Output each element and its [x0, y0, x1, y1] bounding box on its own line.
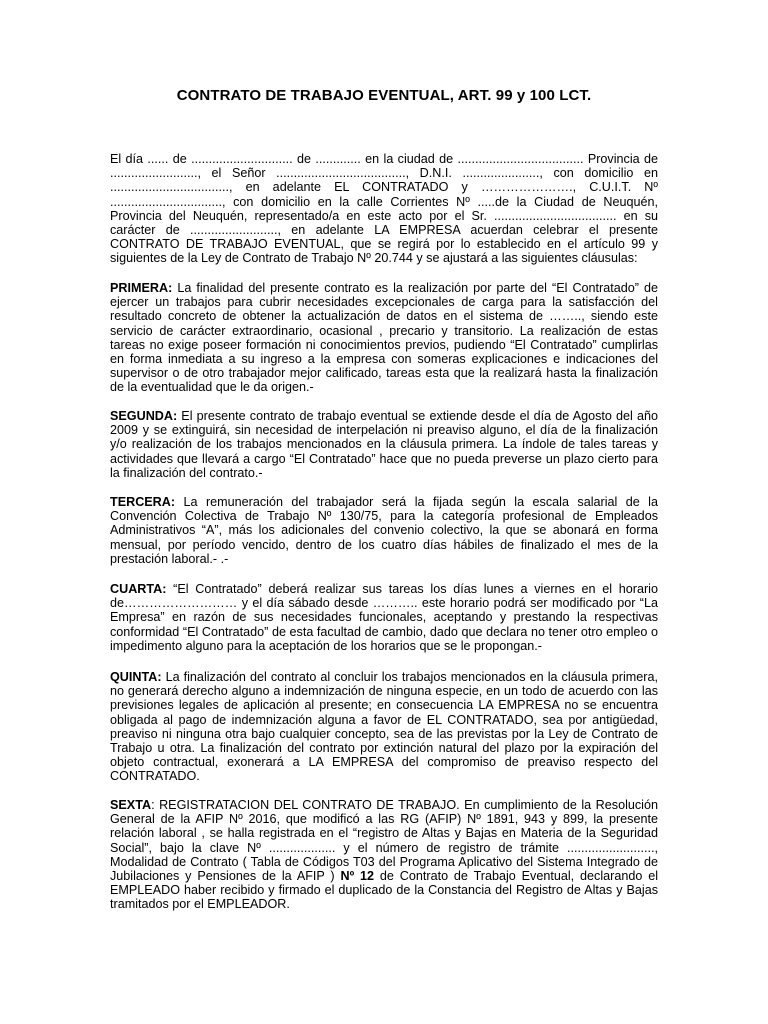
clause-text: La finalización del contrato al concluir los trabajos mencionados en la cláusula primera, no generará derecho alguno a indemnización de ninguna especie, en un todo de acuerdo con las previsiones legales de aplicación al presente; en consecuencia LA EMPRESA no se encuentra obligada al pago de indemnización alguna a favor de EL CONTRATADO, sea por antigüedad, preaviso ni ninguna otra bajo cualquier concepto, sea de las previstas por la Ley de Contrato de Trabajo u otra. La finalización del contrato por extinción natural del plazo por la expiración del objeto contractual, exonerará a LA EMPRESA del compromiso de preaviso respecto del CONTRATADO. — [110, 670, 658, 784]
clause-text: La finalidad del presente contrato es la realización por parte del “El Contratado” de ejercer un trabajos para cubrir necesidades excepcionales de carga para la satisfacción del resultado concreto de obtener la actualización de datos en el sistema de …….., siendo este servicio de carácter extraordinario, ocasional , precario y transitorio. La realización de estas tareas no exige poseer formación ni conocimientos previos, pudiendo “El Contratado” cumplirlas en forma inmediata a su ingreso a la empresa con someras explicaciones e indicaciones del supervisor o de otro trabajador mejor calificado, tareas esta que la realizará hasta la finalización de la eventualidad que le da origen.- — [110, 281, 658, 395]
document-title — [0, 87, 768, 104]
clause-text-after: de Contrato de Trabajo Eventual, declarando el EMPLEADO haber recibido y firmado el duplicado de la Constancia del Registro de Altas y Bajas tramitados por el EMPLEADOR. — [110, 869, 658, 912]
clause-cuarta — [110, 582, 658, 653]
clause-quinta — [110, 670, 658, 784]
clause-text: El presente contrato de trabajo eventual se extiende desde el día de Agosto del año 2009 y se extinguirá, sin necesidad de interpelación ni preaviso alguno, el día de la finalización y/o realización de los trabajos mencionados en la cláusula primera. La índole de tales tareas y actividades que llevará a cargo “El Contratado” hace que no pueda preverse un plazo cierto para la finalización del contrato.- — [110, 409, 658, 480]
clause-label: SEGUNDA: — [110, 409, 178, 423]
document-title-text: CONTRATO DE TRABAJO EVENTUAL, ART. 99 y 100 LCT — [176, 87, 588, 104]
document-title-period: . — [587, 87, 592, 104]
clause-label: SEXTA — [110, 798, 152, 812]
clause-label: PRIMERA: — [110, 281, 173, 295]
clause-sexta — [110, 798, 658, 912]
clause-bold-number: Nº 12 — [340, 869, 375, 884]
clause-text: La remuneración del trabajador será la fijada según la escala salarial de la Convención Colectiva de Trabajo Nº 130/75, para la categoría profesional de Empleados Administrativos “A”, más los adicionales del convenio colectivo, la que se abonará en forma mensual, por período vencido, dentro de los cuatro días hábiles de finalizado el mes de la prestación laboral.- .- — [110, 495, 658, 566]
clause-text-before: : REGISTRATACION DEL CONTRATO DE TRABAJO. En cumplimiento de la Resolución General de la AFIP Nº 2016, que modificó a las RG (AFIP) Nº 1891, 943 y 899, la presente relación laboral , se halla registrada en el “registro de Altas y Bajas en Materia de la Seguridad Social”, bajo la clave Nº ................... y el número de registro de trámite ........................., Modalidad de Contrato ( Tabla de Códigos T03 del Programa Aplicativo del Sistema Integrado de Jubilaciones y Pensiones de la AFIP ) — [110, 798, 658, 884]
intro-paragraph: El día ...... de ............................. de ............. en la ciudad de .................................... Provincia de ........................., el Señor ....................................., D.N.I. ......................, con domicilio en .................................., en adelante EL CONTRATADO y …………………., C.U.I.T. Nº ................................, con domicilio en la calle Corrientes Nº .....de la Ciudad de Neuquén, Provincia del Neuquén, representado/a en este acto por el Sr. ................................... en su carácter de ........................., en adelante LA EMPRESA acuerdan celebrar el presente CONTRATO DE TRABAJO EVENTUAL, que se regirá por lo establecido en el artículo 99 y siguientes de la Ley de Contrato de Trabajo Nº 20.744 y se ajustará a las siguientes cláusulas: — [110, 152, 658, 266]
clause-label: QUINTA: — [110, 670, 162, 684]
clause-text: “El Contratado” deberá realizar sus tareas los días lunes a viernes en el horario de……………………… y el día sábado desde ……….. este horario podrá ser modificado por “La Empresa” en razón de sus necesidades funcionales, aceptando y prestando la respectivas conformidad “El Contratado” de esta facultad de cambio, dado que declara no tener otro empleo o impedimento alguno para la aceptación de los horarios que se le propongan.- — [110, 582, 658, 653]
clause-label: TERCERA: — [110, 495, 176, 509]
clause-tercera — [110, 495, 658, 566]
clause-segunda — [110, 409, 658, 480]
clause-label: CUARTA: — [110, 582, 167, 596]
clause-primera — [110, 281, 658, 395]
